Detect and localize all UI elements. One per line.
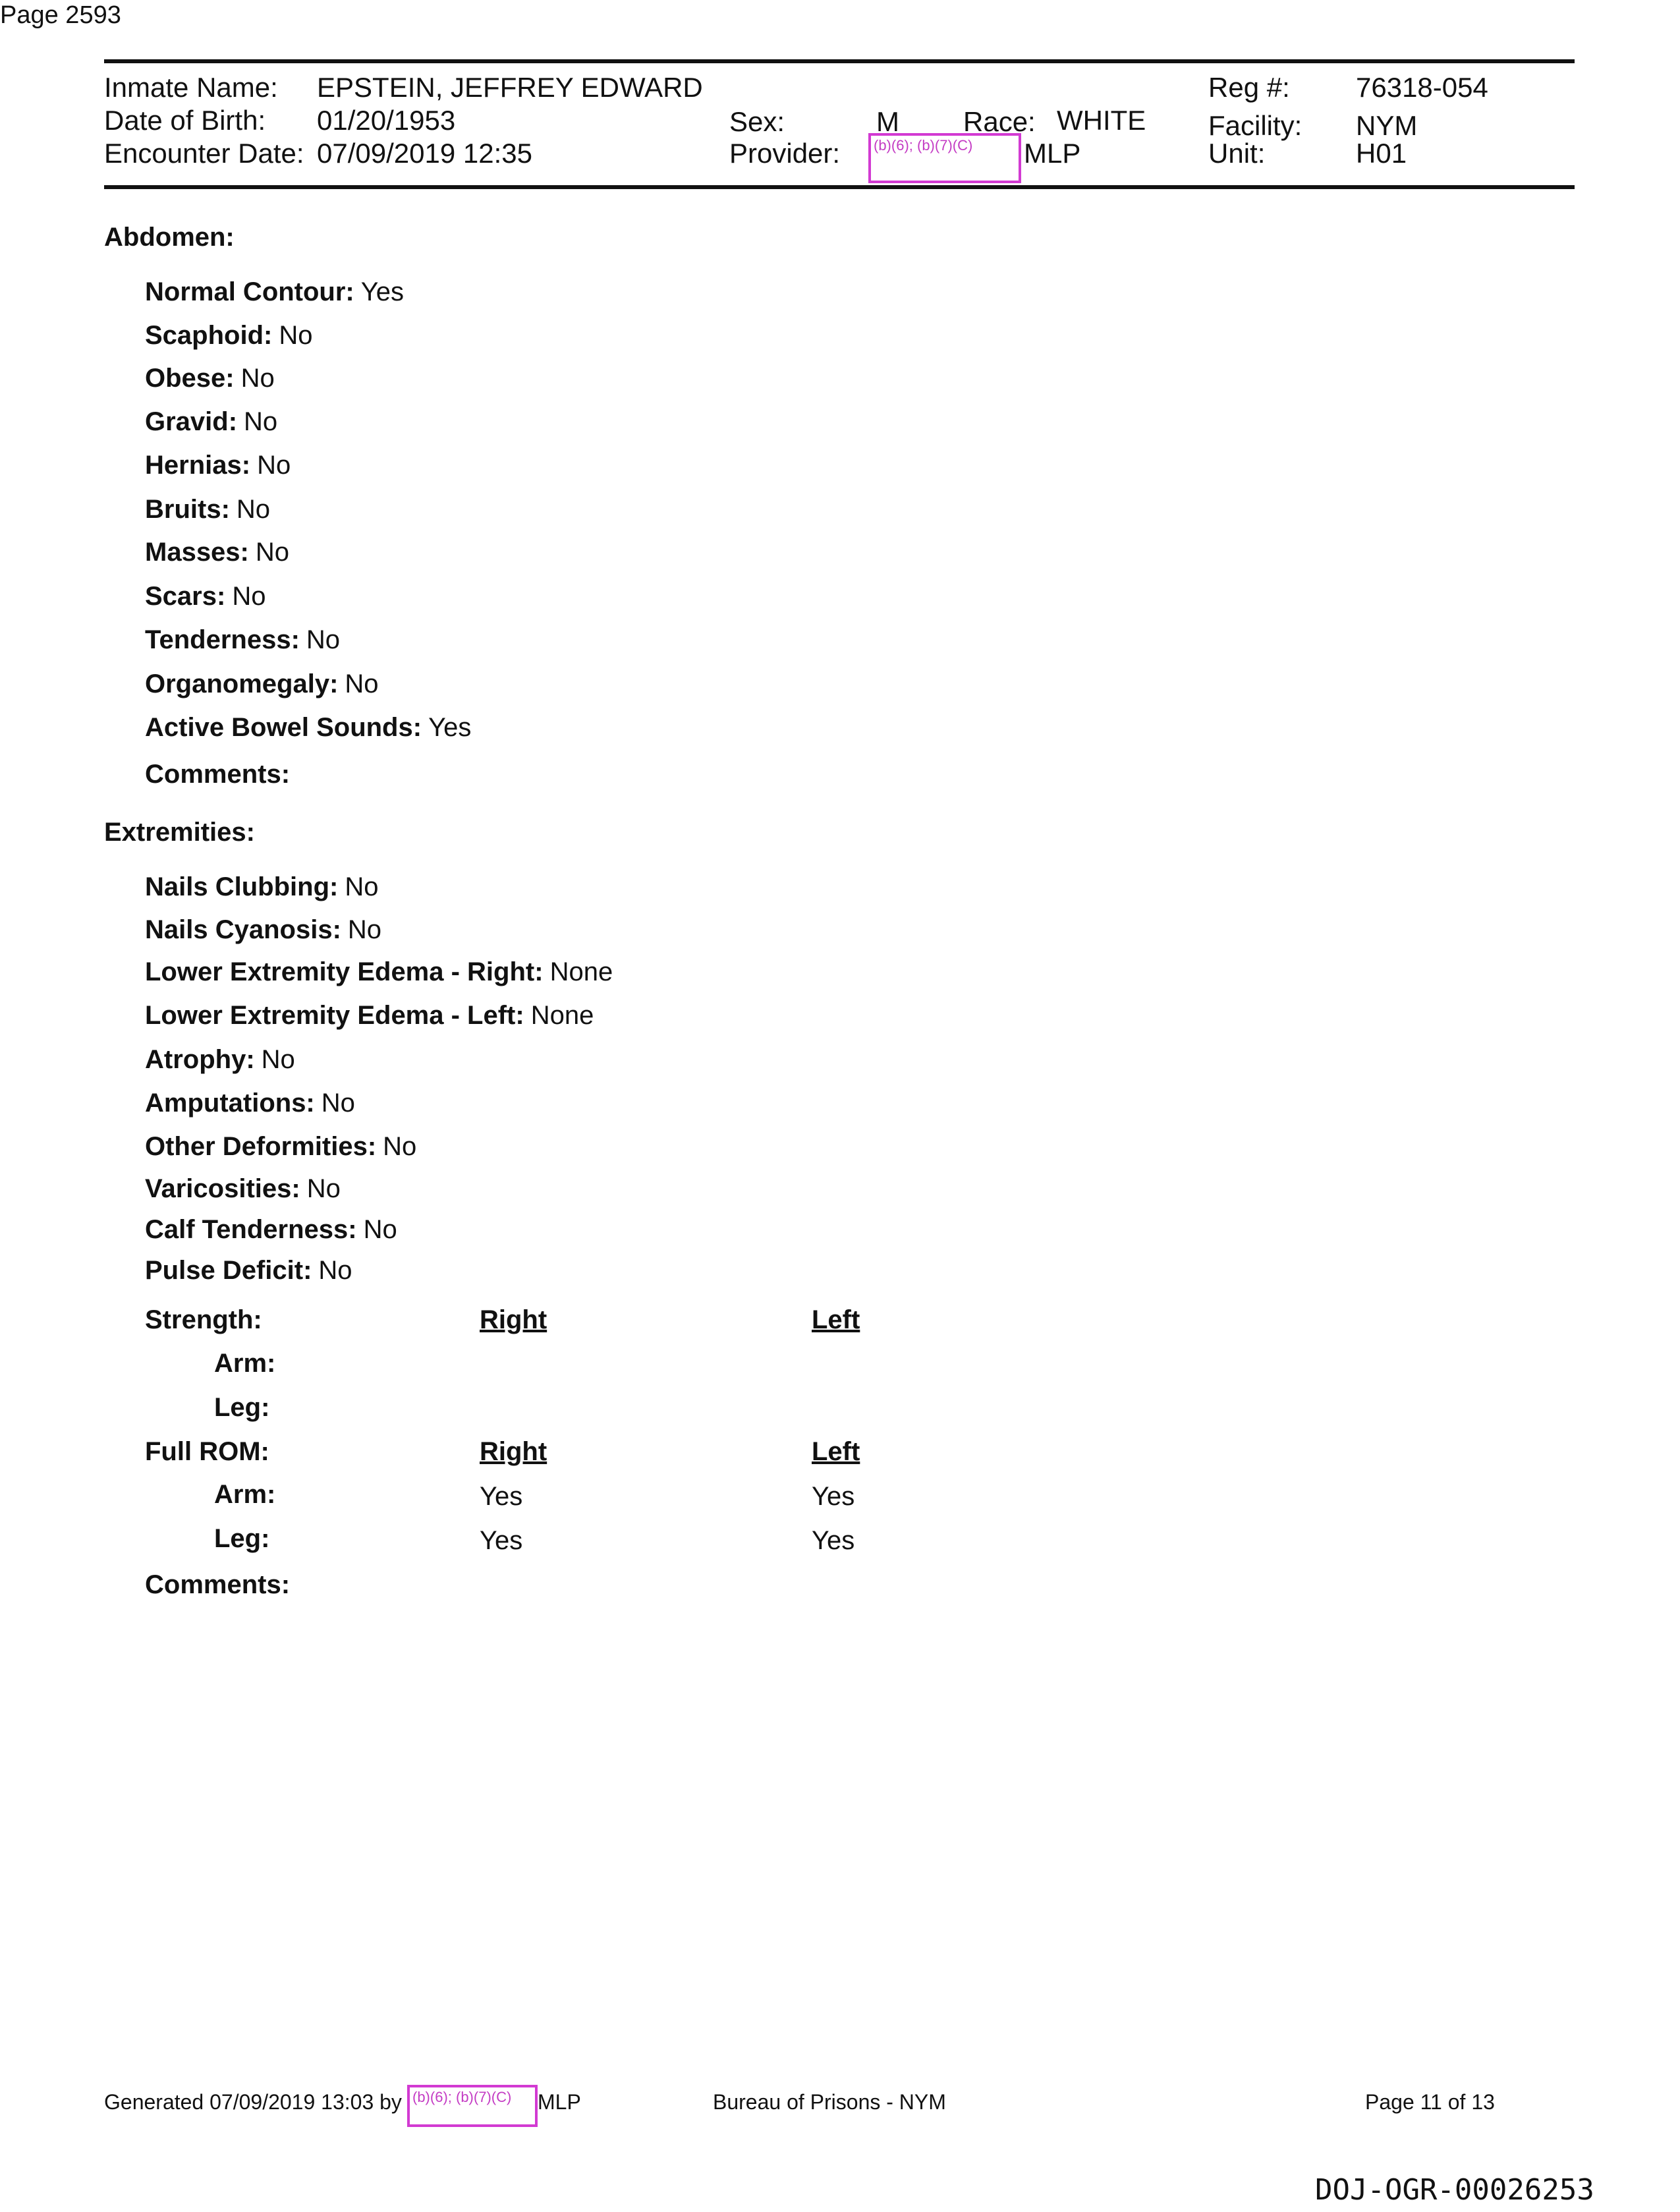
finding-value: No [306,625,341,654]
finding-label: Calf Tenderness: [145,1215,357,1244]
list-item [145,872,378,902]
finding-value: None [530,1001,594,1030]
inmate-name-value: EPSTEIN, JEFFREY EDWARD [317,72,703,103]
finding-value: No [244,407,278,436]
finding-label: Nails Clubbing: [145,872,339,901]
full-rom-arm-right: Yes [480,1482,523,1511]
list-item [145,277,404,307]
full-rom-leg-label: Leg: [214,1524,270,1553]
finding-label: Organomegaly: [145,669,339,698]
list-item [145,1256,352,1286]
list-item [145,321,312,351]
finding-label: Tenderness: [145,625,300,654]
list-item [145,1045,295,1075]
provider-redaction-box [868,133,1021,183]
reg-number-value: 76318-054 [1356,72,1488,103]
full-rom-leg-right: Yes [480,1526,523,1555]
finding-value: No [318,1256,352,1285]
provider-suffix: MLP [1024,138,1081,169]
list-item [145,538,289,567]
finding-label: Atrophy: [145,1045,255,1074]
finding-label: Masses: [145,538,249,567]
strength-left-header: Left [812,1305,860,1334]
extremities-section-title: Extremities: [104,818,255,847]
full-rom-arm-left: Yes [812,1482,855,1511]
strength-leg-label: Leg: [214,1393,270,1422]
finding-value: No [261,1045,295,1074]
generated-by-redaction-box [407,2085,538,2127]
finding-label: Active Bowel Sounds: [145,713,422,742]
full-rom-label: Full ROM: [145,1437,269,1466]
full-rom-leg-left: Yes [812,1526,855,1555]
list-item [145,669,379,699]
dob-value: 01/20/1953 [317,105,456,136]
strength-label: Strength: [145,1305,262,1334]
finding-value: None [549,957,613,986]
full-rom-arm-label: Arm: [214,1480,276,1509]
finding-label: Lower Extremity Edema - Left: [145,1001,524,1030]
race-label: Race: [963,106,1036,137]
facility-value: NYM [1356,110,1418,141]
finding-label: Pulse Deficit: [145,1256,312,1285]
generated-by-redaction-code: (b)(6); (b)(7)(C) [412,2089,512,2105]
finding-value: No [306,1174,341,1203]
list-item [145,364,275,393]
finding-value: Yes [428,713,472,742]
finding-label: Varicosities: [145,1174,300,1203]
finding-label: Scaphoid: [145,321,273,350]
full-rom-left-header: Left [812,1437,860,1466]
finding-value: No [345,872,379,901]
full-rom-right-header: Right [480,1437,547,1466]
extremities-comments-label: Comments: [145,1570,291,1599]
finding-value: No [236,495,271,524]
generated-by-text: Generated 07/09/2019 13:03 by [104,2090,402,2114]
list-item [145,713,471,743]
provider-redaction-code: (b)(6); (b)(7)(C) [874,137,973,154]
footer-page-count: Page 11 of 13 [1365,2090,1495,2114]
finding-value: No [257,451,291,480]
facility-label: Facility: [1208,110,1302,141]
finding-label: Bruits: [145,495,230,524]
finding-value: No [363,1215,397,1244]
finding-value: No [345,669,379,698]
strength-arm-label: Arm: [214,1349,276,1378]
finding-label: Normal Contour: [145,277,354,306]
sex-value: M [876,106,899,137]
finding-label: Hernias: [145,451,251,480]
footer-facility-text: Bureau of Prisons - NYM [713,2090,946,2114]
generated-by-suffix: MLP [538,2090,581,2114]
finding-label: Amputations: [145,1089,315,1118]
provider-label: Provider: [729,138,841,169]
header-bottom-rule [104,185,1575,189]
list-item [145,1089,355,1118]
strength-right-header: Right [480,1305,547,1334]
list-item [145,407,277,437]
list-item [145,1174,341,1204]
finding-value: No [232,582,266,611]
finding-value: No [347,915,382,944]
list-item [145,1001,594,1031]
list-item [145,1132,416,1162]
finding-label: Scars: [145,582,226,611]
list-item [145,451,291,480]
page-number-label: Page 2593 [0,1,121,29]
list-item [145,760,296,789]
encounter-date-value: 07/09/2019 12:35 [317,138,532,169]
reg-number-label: Reg #: [1208,72,1290,103]
bates-number: DOJ-OGR-00026253 [1315,2173,1594,2207]
dob-label: Date of Birth: [104,105,266,136]
list-item [145,582,266,611]
inmate-name-label: Inmate Name: [104,72,278,103]
finding-label: Lower Extremity Edema - Right: [145,957,544,986]
finding-label: Gravid: [145,407,238,436]
unit-label: Unit: [1208,138,1266,169]
finding-label: Obese: [145,364,235,393]
finding-value: No [279,321,313,350]
finding-value: Yes [360,277,405,306]
finding-value: No [240,364,275,393]
list-item [145,495,270,525]
finding-value: No [383,1132,417,1161]
header-top-rule [104,59,1575,63]
list-item [145,1215,397,1245]
finding-value: No [255,538,290,567]
sex-label: Sex: [729,106,785,137]
race-value: WHITE [1057,105,1146,136]
finding-label: Comments: [145,760,291,789]
list-item [145,957,613,987]
list-item [145,625,340,655]
finding-value: No [321,1089,355,1118]
abdomen-section-title: Abdomen: [104,223,235,252]
encounter-date-label: Encounter Date: [104,138,304,169]
unit-value: H01 [1356,138,1407,169]
list-item [145,915,381,945]
finding-label: Nails Cyanosis: [145,915,341,944]
finding-label: Other Deformities: [145,1132,377,1161]
